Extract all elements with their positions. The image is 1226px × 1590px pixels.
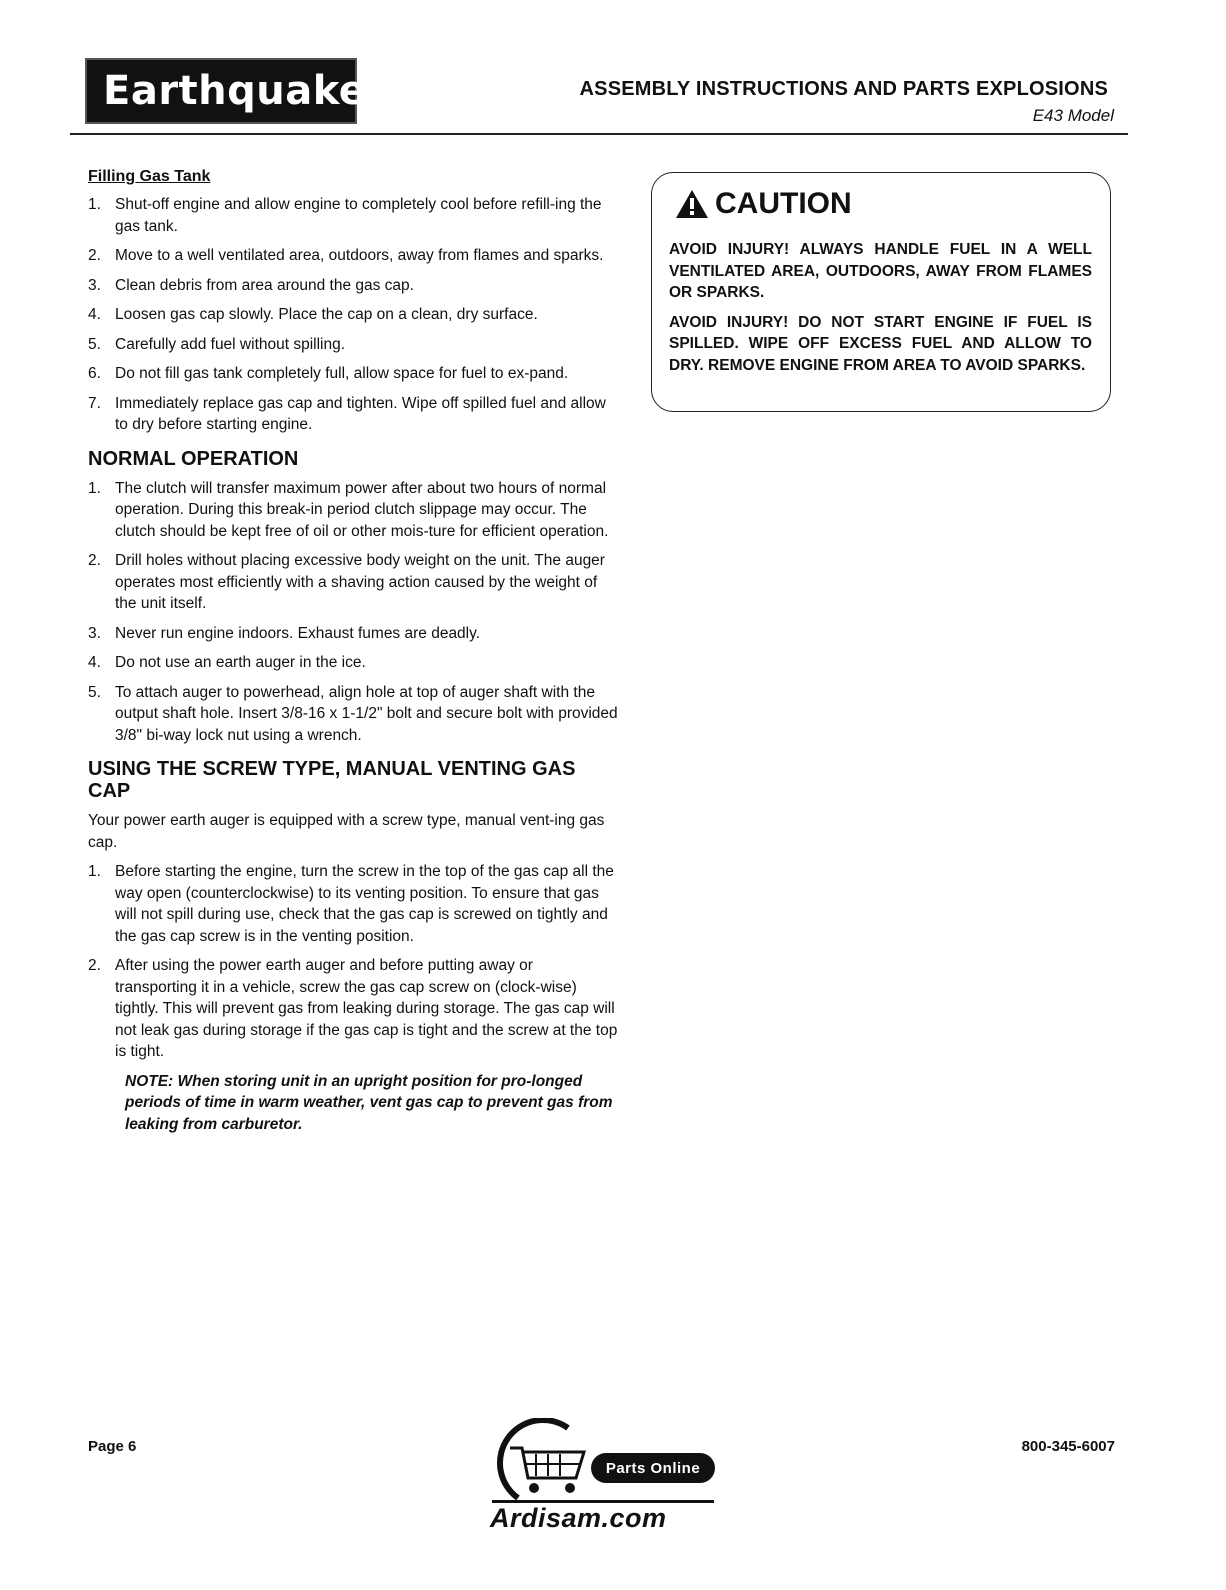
caution-title: CAUTION — [715, 187, 852, 220]
step-number: 5. — [88, 683, 101, 701]
list-item — [88, 623, 618, 645]
phone-number: 800-345-6007 — [1021, 1438, 1115, 1455]
list-item — [88, 194, 618, 237]
caution-title-row — [675, 187, 1092, 221]
caution-text-spilled-fuel: AVOID INJURY! DO NOT START ENGINE IF FUEL IS SPILLED. WIPE OFF EXCESS FUEL AND ALLOW TO DRY. REMOVE ENGINE FROM AREA TO AVOID SPARKS. — [669, 313, 1092, 374]
list-item — [88, 550, 618, 615]
filling-steps-list — [88, 194, 618, 436]
warning-triangle-icon — [675, 189, 709, 219]
step-number: 5. — [88, 335, 101, 353]
list-item — [88, 861, 618, 947]
instructions-column — [88, 168, 618, 1135]
step-number: 4. — [88, 654, 101, 671]
list-item — [88, 245, 618, 267]
list-item — [88, 275, 618, 297]
step-text: Clean debris from area around the gas cap. — [115, 276, 414, 294]
step-text: Never run engine indoors. Exhaust fumes are deadly. — [115, 624, 481, 642]
normal-operation-list — [88, 478, 618, 747]
step-number: 3. — [88, 276, 101, 294]
list-item — [88, 393, 618, 436]
model-label: E43 Model — [1032, 106, 1114, 125]
step-text: Drill holes without placing excessive body weight on the unit. The auger operates most efficiently with a shaving action caused by the weight of the unit itself. — [115, 552, 605, 612]
step-number: 7. — [88, 394, 101, 412]
step-text: Do not fill gas tank completely full, allow space for fuel to ex-pand. — [115, 365, 569, 382]
gas-cap-heading: USING THE SCREW TYPE, MANUAL VENTING GAS CAP — [88, 758, 576, 802]
storage-note: NOTE: When storing unit in an upright position for pro-longed periods of time in warm weather, vent gas cap to prevent gas from leaking from carburetor. — [125, 1072, 613, 1133]
list-item — [88, 334, 618, 356]
step-number: 2. — [88, 552, 101, 569]
step-number: 1. — [88, 863, 101, 880]
gas-cap-list — [88, 861, 618, 1063]
step-text: Carefully add fuel without spilling. — [115, 335, 346, 353]
caution-box — [651, 172, 1111, 412]
step-number: 1. — [88, 196, 101, 213]
step-number: 4. — [88, 306, 101, 323]
shopping-cart-icon — [510, 1448, 584, 1493]
step-text: Do not use an earth auger in the ice. — [115, 654, 366, 671]
step-number: 3. — [88, 624, 101, 642]
step-text: Shut-off engine and allow engine to completely cool before refill-ing the gas tank. — [115, 196, 602, 235]
step-text: The clutch will transfer maximum power after about two hours of normal operation. During this break-in period clutch slippage may occur. The clutch should be kept free of oil or other mois-ture for efficient operation. — [115, 479, 609, 540]
ardisam-brand: Ardisam.com — [490, 1503, 667, 1533]
step-number: 2. — [88, 247, 101, 264]
earthquake-logo — [85, 58, 367, 124]
step-text: Loosen gas cap slowly. Place the cap on a clean, dry surface. — [115, 306, 538, 323]
step-text: To attach auger to powerhead, align hole at top of auger shaft with the output shaft hole. Insert 3/8-16 x 1-1/2" bolt and secure bolt with provided 3/8" bi-way lock nut using a wrench. — [115, 683, 618, 744]
step-text: Move to a well ventilated area, outdoors, away from flames and sparks. — [115, 247, 604, 264]
step-text: After using the power earth auger and before putting away or transporting it in a vehicle, screw the gas cap screw on (clock-wise) tightly. This will prevent gas from leaking during storage. The gas cap will not leak gas during storage if the gas cap is tight and the screw at the top is tight. — [115, 957, 618, 1060]
list-item — [88, 682, 618, 747]
page-number: Page 6 — [88, 1438, 137, 1455]
gas-cap-intro: Your power earth auger is equipped with a screw type, manual vent-ing gas cap. — [88, 812, 605, 851]
step-text: Before starting the engine, turn the screw in the top of the gas cap all the way open (counterclockwise) to its venting position. To ensure that gas will not spill during use, check that the gas cap is screwed on tightly and the gas cap screw is in the venting position. — [115, 863, 614, 945]
caution-text-fuel-handling: AVOID INJURY! ALWAYS HANDLE FUEL IN A WELL VENTILATED AREA, OUTDOORS, AWAY FROM FLAMES OR SPARKS. — [669, 241, 1092, 301]
step-number: 2. — [88, 957, 101, 974]
list-item — [88, 478, 618, 543]
list-item — [88, 363, 618, 385]
step-number: 6. — [88, 365, 101, 382]
step-number: 1. — [88, 479, 101, 497]
document-title: ASSEMBLY INSTRUCTIONS AND PARTS EXPLOSIONS — [579, 78, 1108, 100]
parts-online-badge: Parts Online — [591, 1453, 715, 1483]
normal-operation-heading: NORMAL OPERATION — [88, 447, 299, 470]
list-item — [88, 955, 618, 1063]
list-item — [88, 652, 618, 674]
list-item — [88, 304, 618, 326]
logo-text: Earthquake — [103, 68, 367, 114]
filling-gas-tank-heading: Filling Gas Tank — [88, 168, 211, 185]
header-divider — [70, 133, 1128, 135]
step-text: Immediately replace gas cap and tighten. Wipe off spilled fuel and allow to dry before starting engine. — [115, 394, 606, 433]
